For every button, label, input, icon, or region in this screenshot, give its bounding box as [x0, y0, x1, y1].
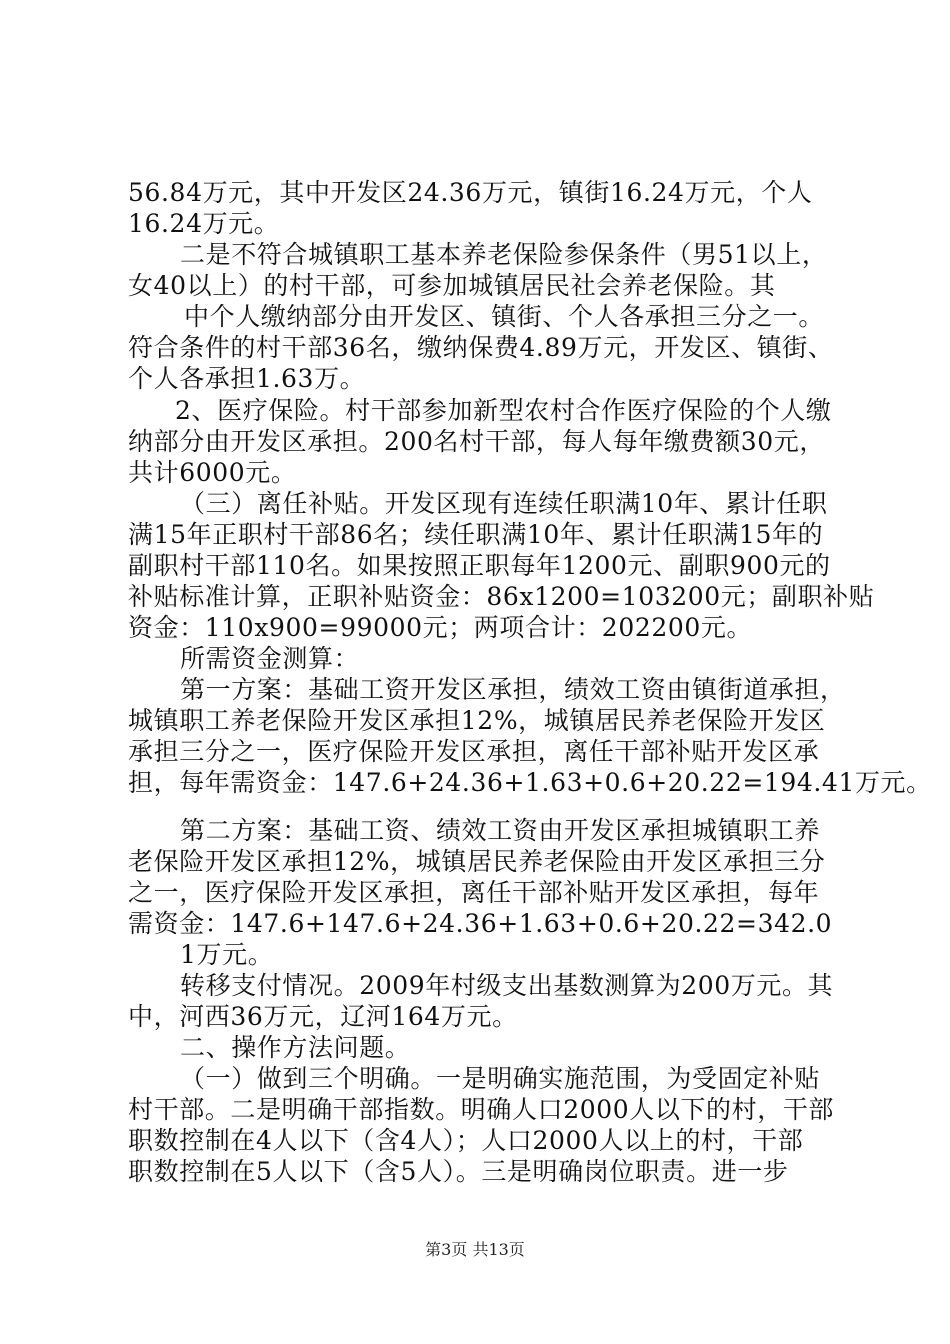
text-line: 女40以上）的村干部，可参加城镇居民社会养老保险。其: [128, 271, 776, 300]
text-line: 16.24万元。: [128, 209, 280, 238]
text-line: 需资金：147.6+147.6+24.36+1.63+0.6+20.22=342.0: [128, 909, 833, 938]
text-line: 资金：110x900=99000元；两项合计：202200元。: [128, 613, 753, 642]
text-line: 个人各承担1.63万。: [128, 364, 366, 393]
text-line: 担，每年需资金：147.6+24.36+1.63+0.6+20.22=194.41万元。: [128, 768, 932, 797]
text-line: 1万元。: [180, 940, 274, 969]
text-line: 转移支付情况。2009年村级支出基数测算为200万元。其: [180, 971, 834, 1000]
text-line: （一）做到三个明确。一是明确实施范围，为受固定补贴: [180, 1064, 821, 1093]
text-line: 二是不符合城镇职工基本养老保险参保条件（男51以上，: [180, 240, 828, 269]
text-line: 老保险开发区承担12%，城镇居民养老保险由开发区承担三分: [128, 847, 826, 876]
text-line: 56.84万元，其中开发区24.36万元，镇街16.24万元，个人: [128, 178, 813, 207]
text-line: 中个人缴纳部分由开发区、镇街、个人各承担三分之一。: [184, 302, 825, 331]
text-line: 补贴标准计算，正职补贴资金：86x1200=103200元；副职补贴: [128, 582, 875, 611]
text-line: 纳部分由开发区承担。200名村干部，每人每年缴费额30元，: [128, 427, 825, 456]
text-line: 第二方案：基础工资、绩效工资由开发区承担城镇职工养: [180, 816, 821, 845]
text-line: 共计6000元。: [128, 458, 297, 487]
text-line: 满15年正职村干部86名；续任职满10年、累计任职满15年的: [128, 520, 824, 549]
text-line: 符合条件的村干部36名，缴纳保费4.89万元，开发区、镇街、: [128, 333, 834, 362]
text-line: 承担三分之一，医疗保险开发区承担，离任干部补贴开发区承: [128, 737, 820, 766]
text-line: 所需资金测算：: [180, 644, 360, 673]
text-line: 副职村干部110名。如果按照正职每年1200元、副职900元的: [128, 551, 831, 580]
page-number-footer: 第3页 共13页: [425, 1240, 525, 1259]
text-line: （三）离任补贴。开发区现有连续任职满10年、累计任职: [180, 489, 828, 518]
text-line: 第一方案：基础工资开发区承担，绩效工资由镇街道承担，: [180, 675, 846, 704]
text-line: 中，河西36万元，辽河164万元。: [128, 1002, 518, 1031]
text-line: 二、操作方法问题。: [180, 1033, 411, 1062]
text-line: 城镇职工养老保险开发区承担12%，城镇居民养老保险开发区: [128, 706, 826, 735]
text-line: 2、医疗保险。村干部参加新型农村合作医疗保险的个人缴: [175, 396, 832, 425]
text-line: 村干部。二是明确干部指数。明确人口2000人以下的村，干部: [128, 1095, 835, 1124]
text-line: 之一，医疗保险开发区承担，离任干部补贴开发区承担，每年: [128, 878, 820, 907]
text-line: 职数控制在5人以下（含5人）。三是明确岗位职责。进一步: [128, 1157, 789, 1186]
text-line: 职数控制在4人以下（含4人）；人口2000人以上的村，干部: [128, 1126, 804, 1155]
